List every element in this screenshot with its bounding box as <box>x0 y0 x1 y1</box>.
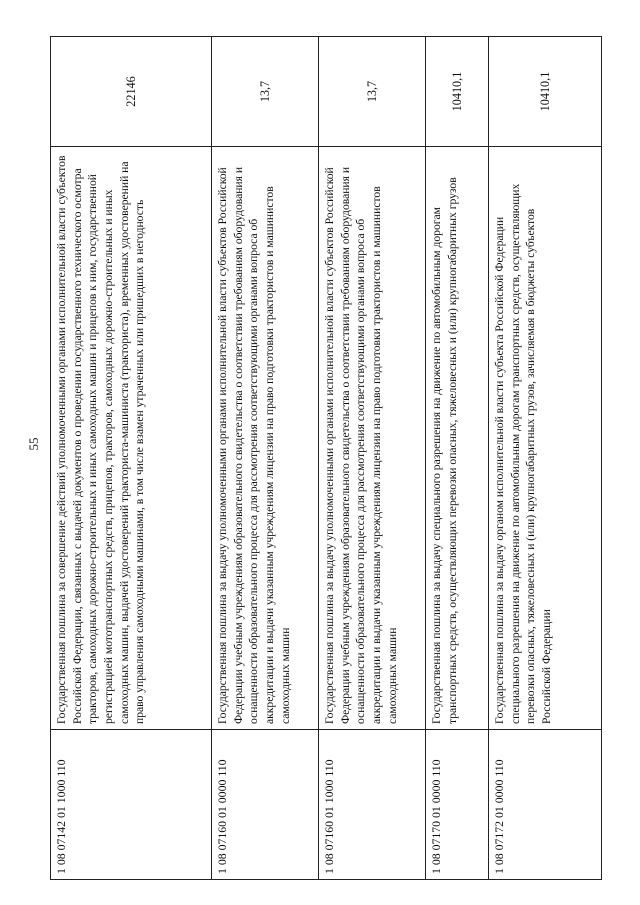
budget-code-cell: 1 08 07170 01 0000 110 <box>426 730 489 880</box>
table-row <box>51 37 212 880</box>
description-cell: Государственная пошлина за выдачу специального разрешения на движение по автомобильным дорогам транспортных средств, осуществляющих перевозки опасных, тяжеловесных и (или) крупногабаритных грузов <box>426 147 489 730</box>
budget-code-cell: 1 08 07142 01 1000 110 <box>51 730 212 880</box>
state-fee-table <box>50 36 602 880</box>
amount-cell: 10410,1 <box>426 37 489 147</box>
description-cell: Государственная пошлина за выдачу уполномоченными органами исполнительной власти субъектов Российской Федерации учебным учреждениям образовательного свидетельства о соответствии требованиям оборудования и оснащенности образовательного процесса для рассмотрения соответствующими органами вопроса об аккредитации и выдачи указанным учреждениям лицензии на право подготовки трактористов и машинистов самоходных машин <box>212 147 319 730</box>
description-cell: Государственная пошлина за совершение действий уполномоченными органами исполнительной власти субъектов Российской Федерации, связанных с выдачей документов о проведении государственного технического осмотра тракторов, самоходных дорожно-строительных и иных самоходных машин и прицепов к ним, государственной регистрацией мототранспортных средств, прицепов, тракторов, самоходных дорожно-строительных и иных самоходных машин, выдачей удостоверений тракториста-машиниста (тракториста), временных удостоверений на право управления самоходными машинами, в том числе взамен утраченных или пришедших в негодность <box>51 147 212 730</box>
description-cell: Государственная пошлина за выдачу органом исполнительной власти субъекта Российской Федерации специального разрешения на движение по автомобильным дорогам транспортных средств, осуществляющих перевозки опасных, тяжеловесных и (или) крупногабаритных грузов, зачисляемая в бюджеты субъектов Российской Федерации <box>489 147 602 730</box>
table-row <box>426 37 489 880</box>
amount-cell: 13,7 <box>212 37 319 147</box>
rotated-table-container <box>50 37 601 880</box>
budget-code-cell: 1 08 07160 01 0000 110 <box>212 730 319 880</box>
amount-cell: 10410,1 <box>489 37 602 147</box>
page-number: 55 <box>26 437 41 451</box>
amount-cell: 13,7 <box>319 37 426 147</box>
table-row <box>319 37 426 880</box>
amount-cell: 22146 <box>51 37 212 147</box>
table-row <box>489 37 602 880</box>
budget-code-cell: 1 08 07172 01 0000 110 <box>489 730 602 880</box>
description-cell: Государственная пошлина за выдачу уполномоченными органами исполнительной власти субъектов Российской Федерации учебным учреждениям образовательного свидетельства о соответствии требованиям оборудования и оснащенности образовательного процесса для рассмотрения соответствующими органами вопроса об аккредитации и выдачи указанным учреждениям лицензии на право подготовки трактористов и машинистов самоходных машин <box>319 147 426 730</box>
budget-code-cell: 1 08 07160 01 1000 110 <box>319 730 426 880</box>
table-row <box>212 37 319 880</box>
